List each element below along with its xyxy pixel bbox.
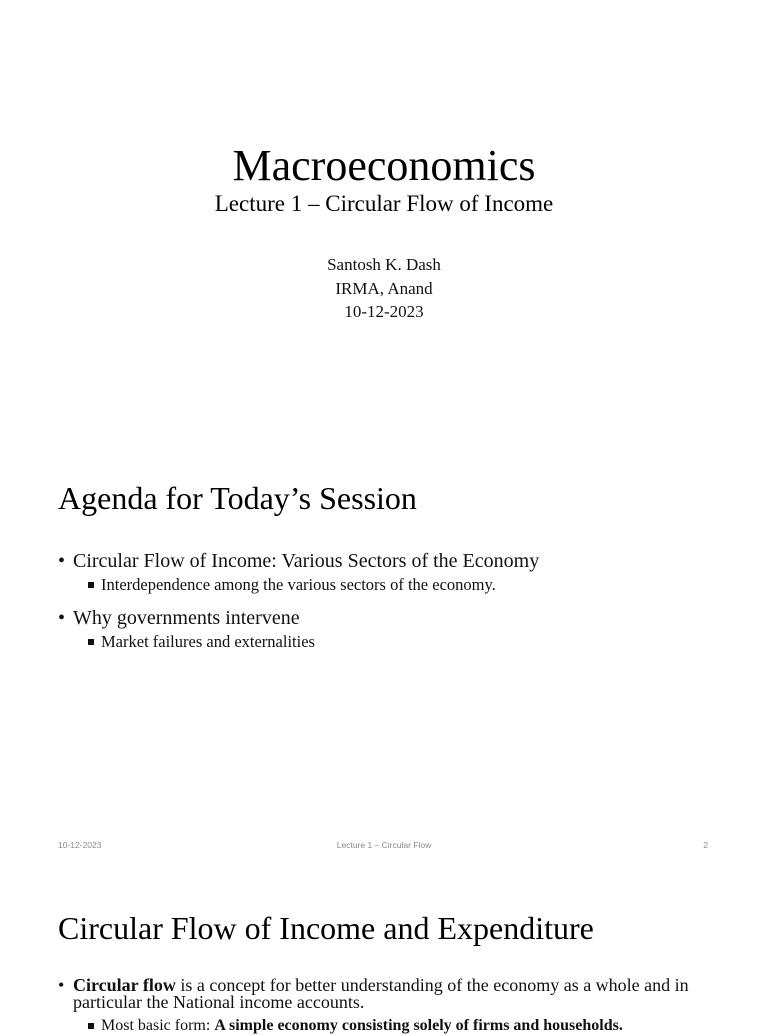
agenda-item [58,605,539,631]
footer-page-number: 2 [703,840,708,850]
agenda-item-text: Why governments intervene [73,607,300,629]
slide-subtitle: Lecture 1 – Circular Flow of Income [214,191,554,216]
agenda-subitem [58,631,539,653]
slide-title: Macroeconomics [232,141,536,190]
author-name: Santosh K. Dash [327,255,441,274]
bullet-icon: • [58,607,66,629]
lecture-date: 10-12-2023 [344,302,424,321]
bullet-icon: • [58,975,65,995]
circular-flow-definition: is a concept for better understanding of the economy as a whole and in particular the National income accounts. [73,975,689,1012]
circular-flow-bullet [58,977,733,1011]
title-slide [0,0,768,432]
circular-flow-term: Circular flow [73,975,176,995]
institution-name: IRMA, Anand [335,278,433,298]
author-block [0,253,768,324]
footer-title: Lecture 1 – Circular Flow [336,840,432,850]
circular-flow-subitem [58,1016,623,1036]
square-bullet-icon [88,1023,94,1029]
agenda-subitem-text: Market failures and externalities [101,632,315,651]
agenda-subitem-text: Interdependence among the various sectors of the economy. [101,575,496,594]
square-bullet-icon [88,639,94,645]
agenda-slide [0,432,768,864]
agenda-list [58,548,539,662]
agenda-heading: Agenda for Today’s Session [58,480,417,516]
agenda-subitem [58,574,539,596]
agenda-item [58,548,539,574]
subitem-lead: Most basic form: [101,1017,215,1034]
footer-date: 10-12-2023 [58,840,102,850]
circular-flow-slide [0,864,768,1034]
square-bullet-icon [88,582,94,588]
subitem-bold: A simple economy consisting solely of firms and households. [214,1017,623,1034]
agenda-item-text: Circular Flow of Income: Various Sectors of the Economy [73,550,540,572]
circular-flow-heading: Circular Flow of Income and Expenditure [58,910,594,946]
bullet-icon: • [58,550,66,572]
